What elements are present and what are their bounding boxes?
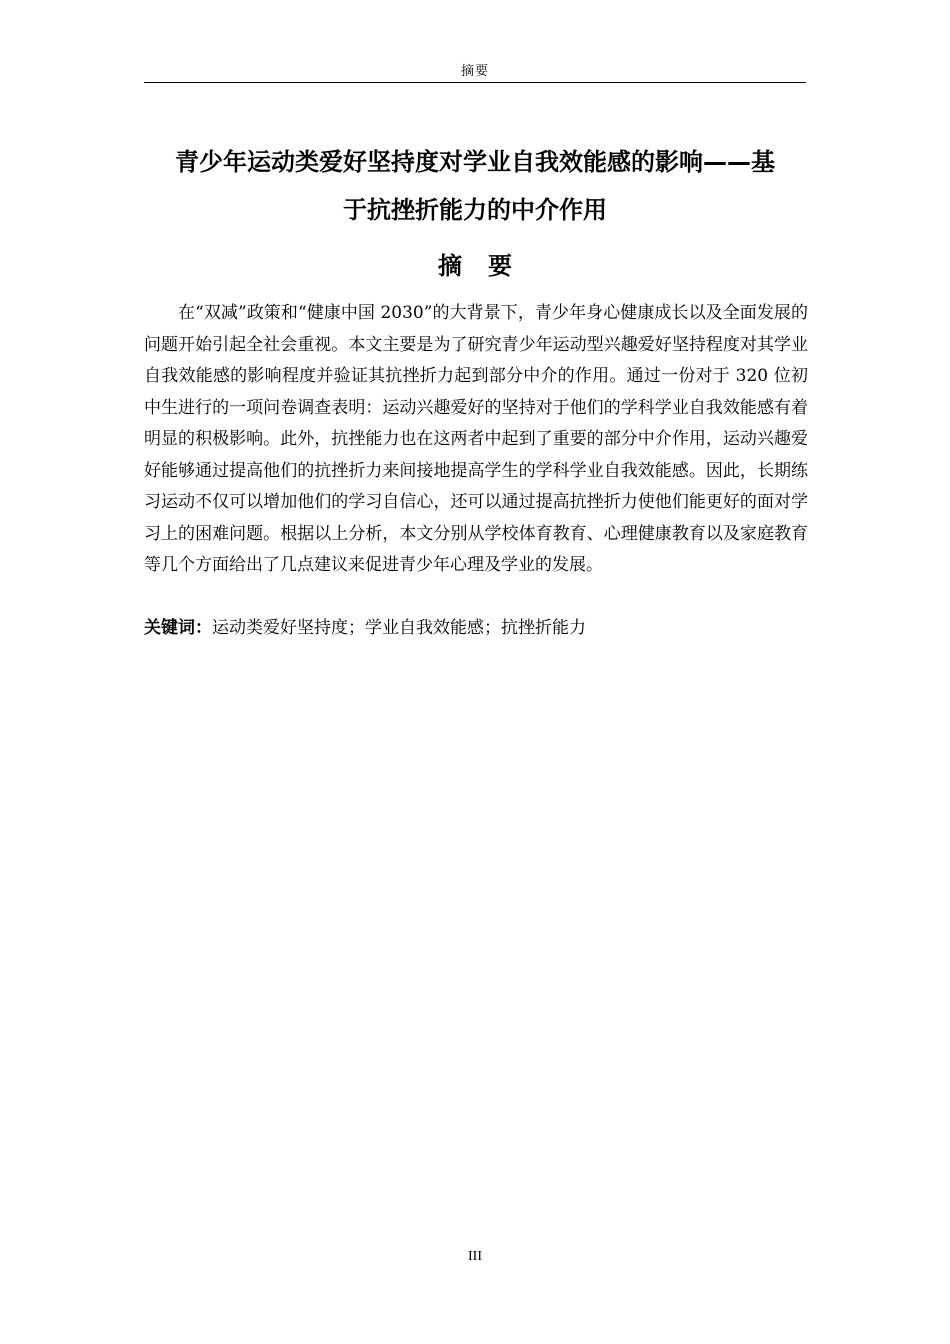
page-number: III xyxy=(468,1249,482,1264)
paper-title-line-1: 青少年运动类爱好坚持度对学业自我效能感的影响——基 xyxy=(175,148,775,176)
paper-title-line-2: 于抗挫折能力的中介作用 xyxy=(343,196,607,224)
keywords-value: 运动类爱好坚持度；学业自我效能感；抗挫折能力 xyxy=(212,618,586,638)
paper-title xyxy=(144,138,806,234)
keywords-label: 关键词： xyxy=(144,618,212,638)
running-header: 摘要 xyxy=(460,64,489,79)
keywords xyxy=(144,613,808,645)
header-rule xyxy=(144,82,806,83)
abstract-body: 在“双减”政策和“健康中国 2030”的大背景下，青少年身心健康成长以及全面发展的问题开始引起全社会重视。本文主要是为了研究青少年运动型兴趣爱好坚持程度对其学业自我效能感的影响程度并验证其抗挫折力起到部分中介的作用。通过一份对于 320 位初中生进行的一项问卷调查表明：运动兴趣爱好的坚持对于他们的学科学业自我效能感有着明显的积极影响。此外，抗挫能力也在这两者中起到了重要的部分中介作用，运动兴趣爱好能够通过提高他们的抗挫折力来间接地提高学生的学科学业自我效能感。因此，长期练习运动不仅可以增加他们的学习自信心，还可以通过提高抗挫折力使他们能更好的面对学习上的困难问题。根据以上分析，本文分别从学校体育教育、心理健康教育以及家庭教育等几个方面给出了几点建议来促进青少年心理及学业的发展。 xyxy=(144,303,808,575)
abstract-heading: 摘要 xyxy=(438,252,538,280)
